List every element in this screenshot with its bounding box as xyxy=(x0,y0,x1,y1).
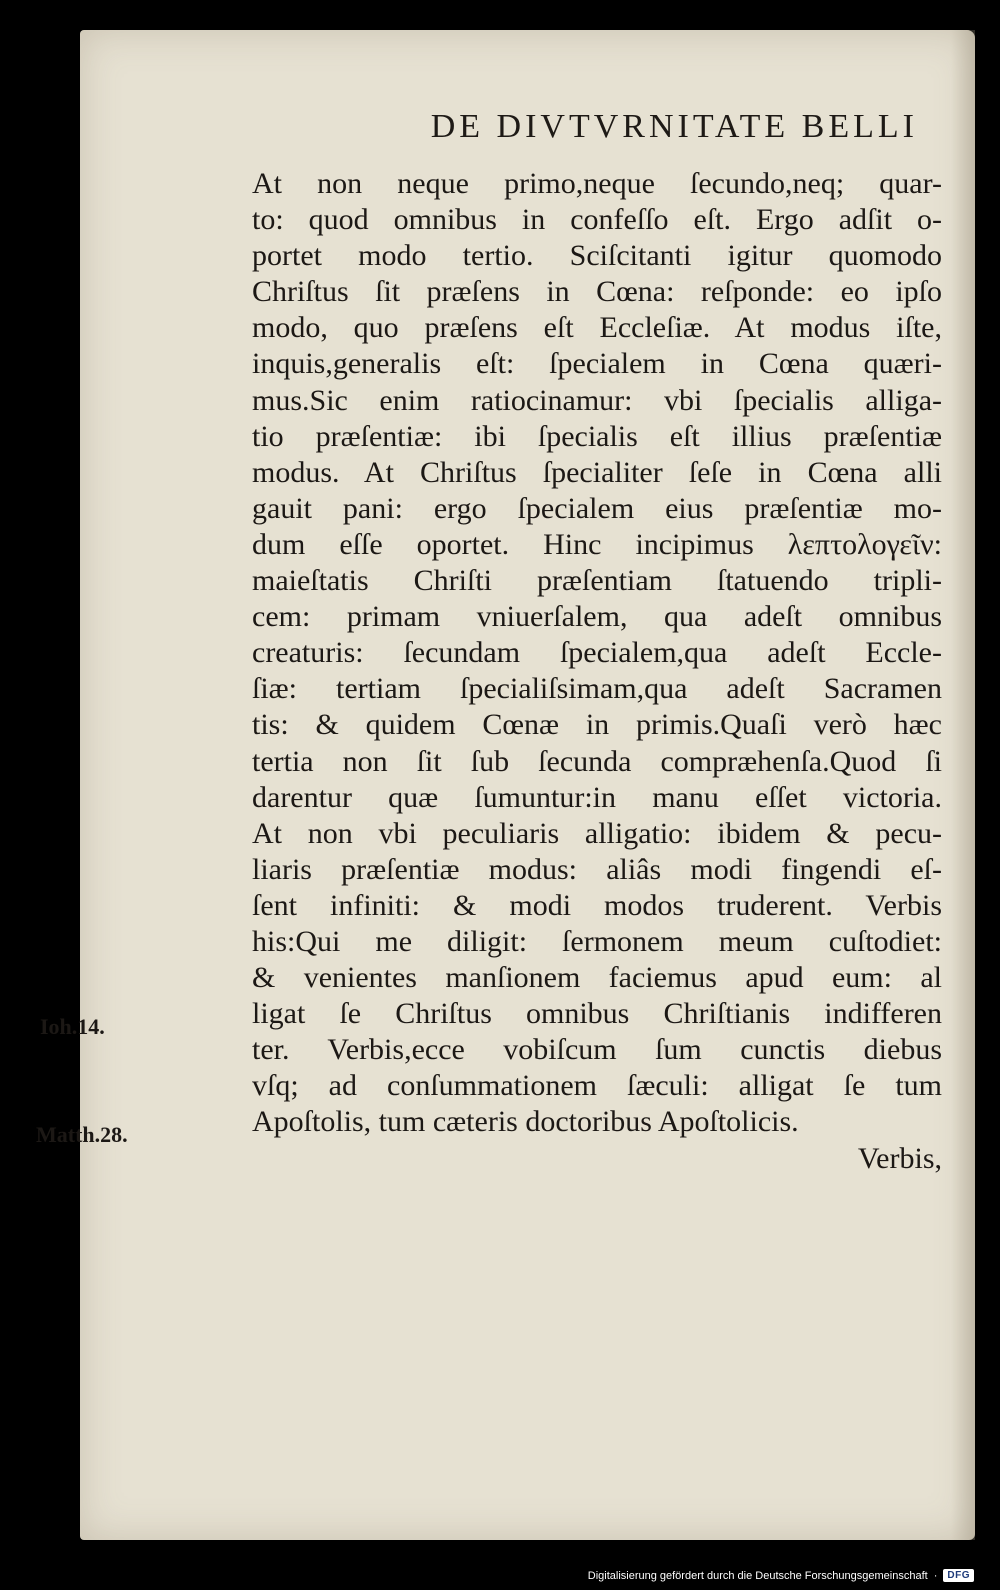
text-line: modus. At Chriſtus ſpecialiter ſeſe in Cœna alli xyxy=(252,455,942,489)
text-line: & venientes manſionem faciemus apud eum: al xyxy=(252,961,942,995)
text-line: ſiæ: tertiam ſpecialiſsimam,qua adeſt Sacramen xyxy=(252,672,942,706)
text-line: dum eſſe oportet. Hinc incipimus λεπτολογεῖν: xyxy=(252,527,942,561)
footer-credit: Digitalisierung gefördert durch die Deutsche Forschungsgemeinschaft xyxy=(587,1569,928,1582)
text-line: to: quod omnibus in confeſſo eſt. Ergo adſit o- xyxy=(252,203,942,237)
margin-note-john: Ioh.14. xyxy=(40,1014,105,1039)
text-line: liaris præſentiæ modus: aliâs modi fingendi eſ- xyxy=(252,852,942,886)
text-line: maieſtatis Chriſti præſentiam ſtatuendo tripli- xyxy=(252,564,942,598)
catchword: Verbis, xyxy=(857,1141,942,1175)
text-line: ter. Verbis,ecce vobiſcum ſum cunctis diebus xyxy=(252,1033,942,1067)
text-line: modo, quo præſens eſt Eccleſiæ. At modus iſte, xyxy=(252,311,942,345)
text-line: Apoſtolis, tum cæteris doctoribus Apoſtolicis. xyxy=(252,1105,799,1139)
footer-separator: · xyxy=(933,1569,938,1582)
dfg-logo-icon: DFG xyxy=(943,1569,974,1582)
digitization-footer xyxy=(588,1569,974,1582)
text-line: his:Qui me diligit: ſermonem meum cuſtodiet: xyxy=(252,924,942,958)
text-line: tis: & quidem Cœnæ in primis.Quaſi verò hæc xyxy=(252,708,942,742)
body-text xyxy=(252,166,942,1177)
book-page xyxy=(80,30,975,1540)
text-line: gauit pani: ergo ſpecialem eius præſentiæ mo- xyxy=(252,491,942,525)
text-line: At non vbi peculiaris alligatio: ibidem & pecu- xyxy=(252,816,942,850)
text-line: Chriſtus ſit præſens in Cœna: reſponde: eo ipſo xyxy=(252,275,942,309)
running-head: DE DIVTVRNITATE BELLI xyxy=(430,108,918,145)
text-line: ſent infiniti: & modi modos truderent. Verbis xyxy=(252,888,942,922)
text-line: tertia non ſit ſub ſecunda compræhenſa.Quod ſi xyxy=(252,744,942,778)
text-line: ligat ſe Chriſtus omnibus Chriſtianis indifferen xyxy=(252,997,942,1031)
text-line: creaturis: ſecundam ſpecialem,qua adeſt Eccle- xyxy=(252,636,942,670)
page-edge-shadow xyxy=(951,30,975,1540)
text-line: At non neque primo,neque ſecundo,neq; quar- xyxy=(252,167,942,200)
text-line: portet modo tertio. Sciſcitanti igitur quomodo xyxy=(252,239,942,273)
margin-note-matthew: Matth.28. xyxy=(36,1122,128,1147)
text-line: tio præſentiæ: ibi ſpecialis eſt illius præſentiæ xyxy=(252,419,942,453)
text-line: darentur quæ ſumuntur:in manu eſſet victoria. xyxy=(252,780,942,814)
text-line: vſq; ad conſummationem ſæculi: alligat ſe tum xyxy=(252,1069,942,1103)
text-line: inquis,generalis eſt: ſpecialem in Cœna quæri- xyxy=(252,347,942,381)
text-line: mus.Sic enim ratiocinamur: vbi ſpecialis alliga- xyxy=(252,383,942,417)
text-line: cem: primam vniuerſalem, qua adeſt omnibus xyxy=(252,600,942,634)
